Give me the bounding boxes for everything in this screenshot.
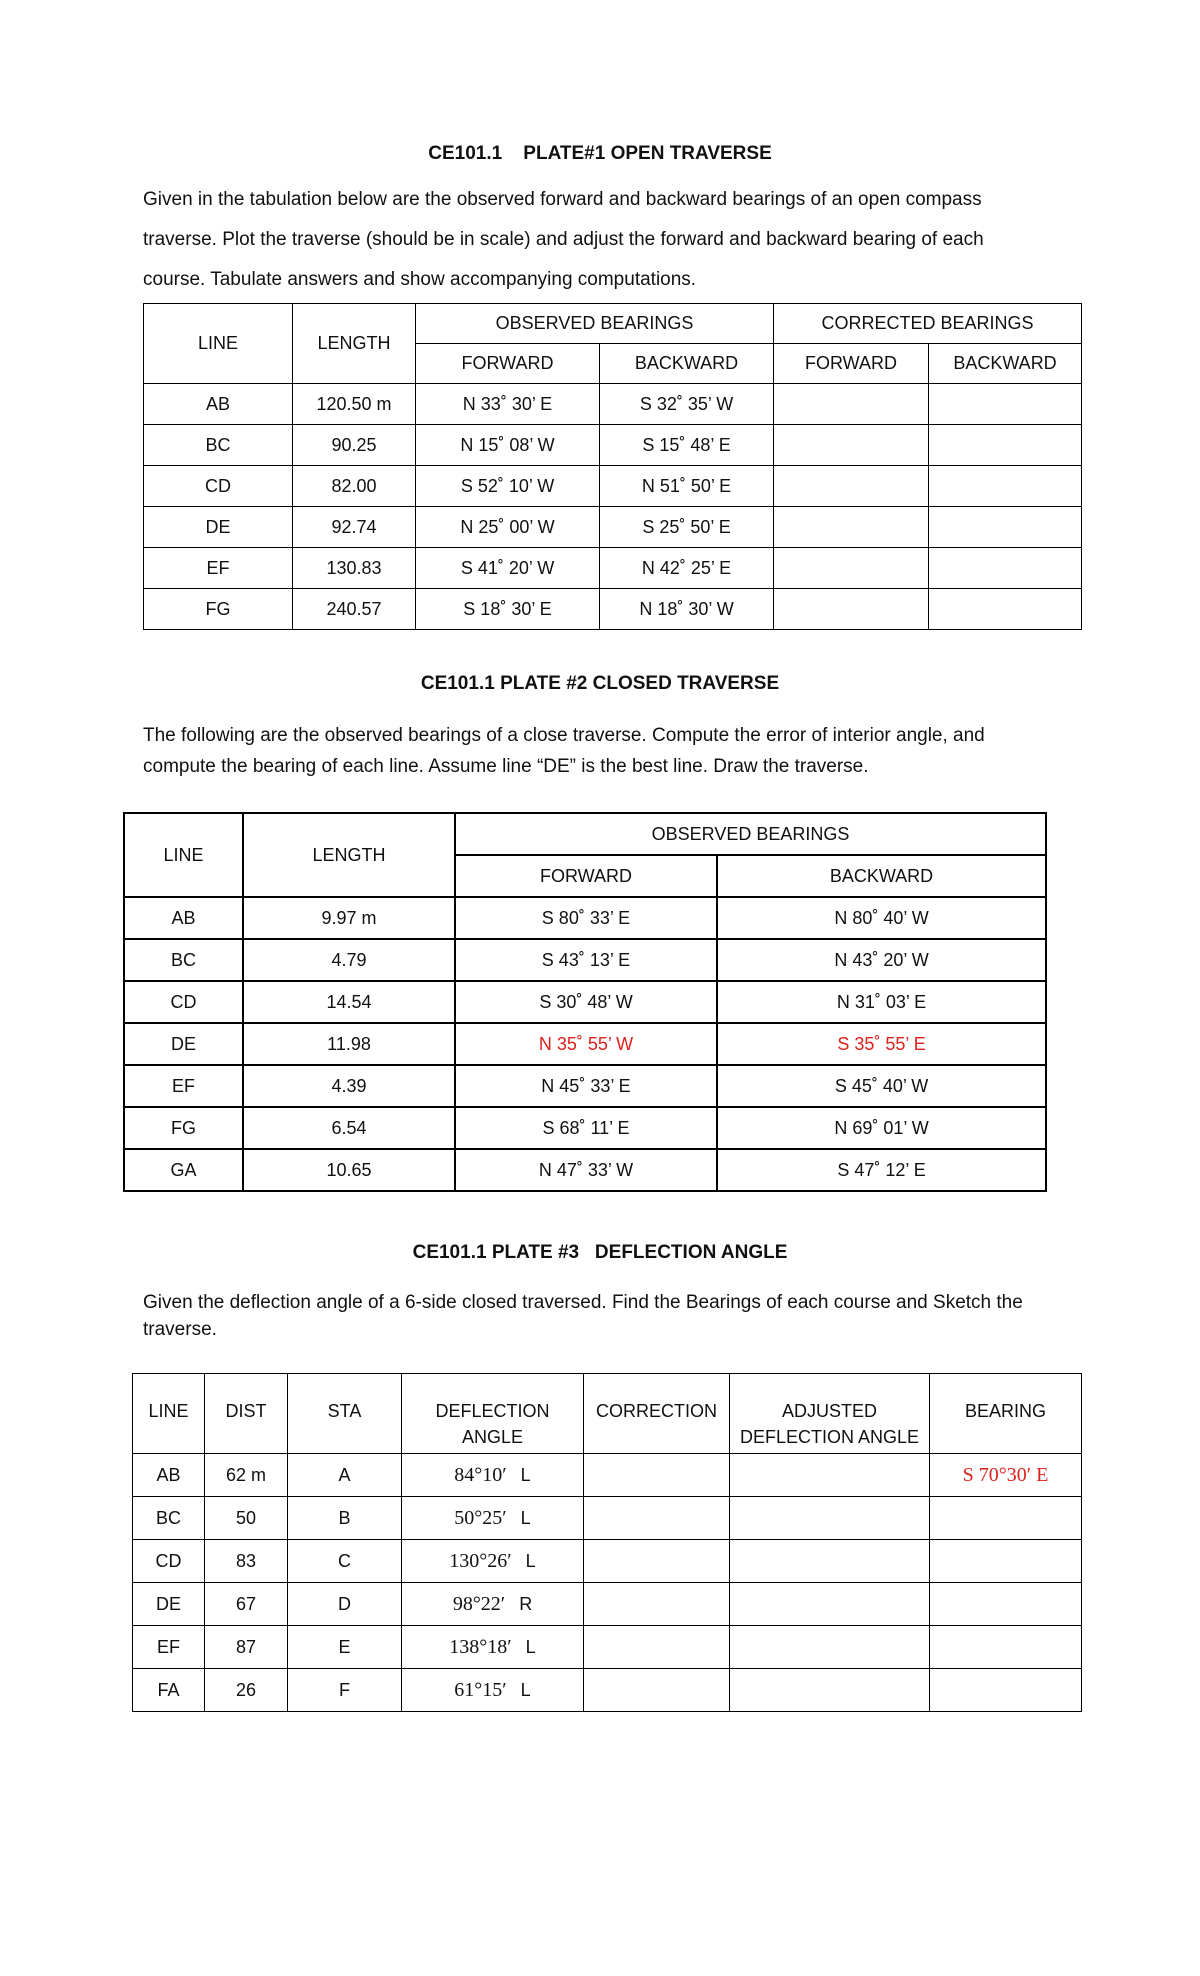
- header-line: LINE: [124, 813, 243, 897]
- header-bearing: BEARING: [930, 1374, 1082, 1454]
- backward-cell: N 31˚ 03’ E: [717, 981, 1046, 1023]
- deflection-cell: [402, 1454, 584, 1497]
- header-length: LENGTH: [293, 304, 416, 384]
- deflection-cell: [402, 1626, 584, 1669]
- table-row: [124, 897, 1046, 939]
- backward-cell: S 47˚ 12’ E: [717, 1149, 1046, 1191]
- backward-cell: S 25˚ 50’ E: [600, 507, 774, 548]
- dist-cell: 26: [205, 1669, 288, 1712]
- forward-cell-highlighted: N 35˚ 55’ W: [455, 1023, 717, 1065]
- length-cell: 240.57: [293, 589, 416, 630]
- adjusted-cell: [730, 1626, 930, 1669]
- corrected-forward-cell: [774, 425, 929, 466]
- deflection-cell: [402, 1540, 584, 1583]
- forward-cell: S 68˚ 11’ E: [455, 1107, 717, 1149]
- header-deflection-angle: [402, 1374, 584, 1454]
- deflection-cell: [402, 1497, 584, 1540]
- table-row: [133, 1669, 1082, 1712]
- table-row: [124, 1107, 1046, 1149]
- forward-cell: N 25˚ 00’ W: [416, 507, 600, 548]
- plate3-title: CE101.1 PLATE #3 DEFLECTION ANGLE: [412, 1242, 788, 1263]
- correction-cell: [584, 1583, 730, 1626]
- header-correction: CORRECTION: [584, 1374, 730, 1454]
- line-cell: DE: [144, 507, 293, 548]
- deflection-angle: 50°25′: [454, 1506, 507, 1529]
- line-cell: AB: [133, 1454, 205, 1497]
- table-row: [124, 1149, 1046, 1191]
- line-cell: FA: [133, 1669, 205, 1712]
- corrected-backward-cell: [929, 466, 1082, 507]
- dist-cell: 67: [205, 1583, 288, 1626]
- forward-cell: N 15˚ 08’ W: [416, 425, 600, 466]
- header-corrected-bearings: CORRECTED BEARINGS: [774, 304, 1082, 344]
- adjusted-cell: [730, 1669, 930, 1712]
- corrected-backward-cell: [929, 548, 1082, 589]
- table-row: [124, 939, 1046, 981]
- line-cell: AB: [124, 897, 243, 939]
- deflection-direction: L: [520, 1679, 531, 1700]
- header-dist: DIST: [205, 1374, 288, 1454]
- length-cell: 120.50 m: [293, 384, 416, 425]
- backward-cell: N 69˚ 01’ W: [717, 1107, 1046, 1149]
- forward-cell: S 80˚ 33’ E: [455, 897, 717, 939]
- backward-cell: S 15˚ 48’ E: [600, 425, 774, 466]
- corrected-forward-cell: [774, 589, 929, 630]
- table-row: [133, 1454, 1082, 1497]
- dist-cell: 62 m: [205, 1454, 288, 1497]
- header-observed-bearings: OBSERVED BEARINGS: [416, 304, 774, 344]
- header-backward: BACKWARD: [717, 855, 1046, 897]
- sta-cell: F: [288, 1669, 402, 1712]
- dist-cell: 83: [205, 1540, 288, 1583]
- plate2-table: [123, 812, 1047, 1192]
- bearing-cell: [930, 1540, 1082, 1583]
- table-row: [133, 1583, 1082, 1626]
- line-cell: DE: [124, 1023, 243, 1065]
- deflection-direction: R: [519, 1593, 533, 1614]
- table-row: [133, 1497, 1082, 1540]
- line-cell: EF: [124, 1065, 243, 1107]
- forward-cell: S 41˚ 20’ W: [416, 548, 600, 589]
- deflection-direction: L: [520, 1464, 531, 1485]
- deflection-direction: L: [520, 1507, 531, 1528]
- table-row: [133, 1540, 1082, 1583]
- sta-cell: B: [288, 1497, 402, 1540]
- header-adjusted-line-1: ADJUSTED: [781, 1401, 877, 1421]
- correction-cell: [584, 1454, 730, 1497]
- corrected-backward-cell: [929, 384, 1082, 425]
- dist-cell: 87: [205, 1626, 288, 1669]
- corrected-forward-cell: [774, 548, 929, 589]
- corrected-backward-cell: [929, 589, 1082, 630]
- sta-cell: A: [288, 1454, 402, 1497]
- plate2-instructions: [143, 720, 1073, 782]
- table-row: [144, 466, 1082, 507]
- line-cell: FG: [144, 589, 293, 630]
- deflection-angle: 138°18′: [449, 1635, 512, 1658]
- adjusted-cell: [730, 1540, 930, 1583]
- line-cell: BC: [124, 939, 243, 981]
- line-cell: GA: [124, 1149, 243, 1191]
- header-forward: FORWARD: [455, 855, 717, 897]
- line-cell: CD: [124, 981, 243, 1023]
- deflection-direction: L: [525, 1550, 536, 1571]
- correction-cell: [584, 1497, 730, 1540]
- bearing-cell: [930, 1497, 1082, 1540]
- forward-cell: S 43˚ 13’ E: [455, 939, 717, 981]
- plate1-line-1: Given in the tabulation below are the observed forward and backward bearings of an open compass: [143, 189, 982, 210]
- table-row-best-line: [124, 1023, 1046, 1065]
- length-cell: 9.97 m: [243, 897, 455, 939]
- header-backward: BACKWARD: [600, 344, 774, 384]
- forward-cell: S 52˚ 10’ W: [416, 466, 600, 507]
- plate3-instructions: [143, 1289, 1073, 1343]
- sta-cell: E: [288, 1626, 402, 1669]
- length-cell: 6.54: [243, 1107, 455, 1149]
- deflection-direction: L: [525, 1636, 536, 1657]
- header-deflection-line-1: DEFLECTION: [435, 1401, 550, 1421]
- length-cell: 11.98: [243, 1023, 455, 1065]
- forward-cell: S 30˚ 48’ W: [455, 981, 717, 1023]
- plate3-line-2: traverse.: [143, 1319, 217, 1340]
- table-row: [133, 1626, 1082, 1669]
- adjusted-cell: [730, 1583, 930, 1626]
- deflection-cell: [402, 1669, 584, 1712]
- length-cell: 4.39: [243, 1065, 455, 1107]
- bearing-cell-highlighted: S 70°30′ E: [930, 1454, 1082, 1497]
- deflection-angle: 98°22′: [452, 1592, 506, 1615]
- backward-cell-highlighted: S 35˚ 55’ E: [717, 1023, 1046, 1065]
- corrected-forward-cell: [774, 507, 929, 548]
- backward-cell: N 43˚ 20’ W: [717, 939, 1046, 981]
- length-cell: 14.54: [243, 981, 455, 1023]
- length-cell: 130.83: [293, 548, 416, 589]
- corrected-backward-cell: [929, 425, 1082, 466]
- deflection-angle: 61°15′: [454, 1678, 507, 1701]
- bearing-cell: [930, 1626, 1082, 1669]
- sta-cell: C: [288, 1540, 402, 1583]
- plate2-line-2: compute the bearing of each line. Assume line “DE” is the best line. Draw the traverse.: [143, 756, 869, 777]
- header-line: LINE: [144, 304, 293, 384]
- length-cell: 4.79: [243, 939, 455, 981]
- table-row: [144, 425, 1082, 466]
- length-cell: 82.00: [293, 466, 416, 507]
- deflection-angle: 84°10′: [454, 1463, 507, 1486]
- plate1-line-2: traverse. Plot the traverse (should be in scale) and adjust the forward and backward bearing of each: [143, 229, 984, 250]
- length-cell: 92.74: [293, 507, 416, 548]
- plate3-line-1: Given the deflection angle of a 6-side closed traversed. Find the Bearings of each course and Sketch the: [143, 1292, 1023, 1313]
- plate1-title: CE101.1 PLATE#1 OPEN TRAVERSE: [428, 143, 772, 164]
- table-row: [124, 1065, 1046, 1107]
- backward-cell: N 42˚ 25’ E: [600, 548, 774, 589]
- backward-cell: N 80˚ 40’ W: [717, 897, 1046, 939]
- table-row: [144, 384, 1082, 425]
- adjusted-cell: [730, 1454, 930, 1497]
- backward-cell: N 51˚ 50’ E: [600, 466, 774, 507]
- plate2-line-1: The following are the observed bearings of a close traverse. Compute the error of interior angle, and: [143, 725, 985, 746]
- bearing-cell: [930, 1669, 1082, 1712]
- forward-cell: N 47˚ 33’ W: [455, 1149, 717, 1191]
- corrected-forward-cell: [774, 466, 929, 507]
- sta-cell: D: [288, 1583, 402, 1626]
- bearing-cell: [930, 1583, 1082, 1626]
- table-row: [144, 548, 1082, 589]
- line-cell: CD: [133, 1540, 205, 1583]
- correction-cell: [584, 1540, 730, 1583]
- line-cell: FG: [124, 1107, 243, 1149]
- corrected-forward-cell: [774, 384, 929, 425]
- header-observed-bearings: OBSERVED BEARINGS: [455, 813, 1046, 855]
- length-cell: 90.25: [293, 425, 416, 466]
- forward-cell: N 33˚ 30’ E: [416, 384, 600, 425]
- line-cell: BC: [144, 425, 293, 466]
- header-corrected-backward: BACKWARD: [929, 344, 1082, 384]
- plate2-title: CE101.1 PLATE #2 CLOSED TRAVERSE: [420, 673, 780, 694]
- dist-cell: 50: [205, 1497, 288, 1540]
- plate1-table: [143, 303, 1082, 630]
- header-adjusted-deflection-angle: [730, 1374, 930, 1454]
- header-length: LENGTH: [243, 813, 455, 897]
- correction-cell: [584, 1626, 730, 1669]
- header-line: LINE: [133, 1374, 205, 1454]
- table-row: [144, 507, 1082, 548]
- line-cell: EF: [133, 1626, 205, 1669]
- length-cell: 10.65: [243, 1149, 455, 1191]
- table-row: [124, 981, 1046, 1023]
- line-cell: CD: [144, 466, 293, 507]
- header-forward: FORWARD: [416, 344, 600, 384]
- header-adjusted-line-2: DEFLECTION ANGLE: [739, 1427, 920, 1447]
- header-sta: STA: [288, 1374, 402, 1454]
- plate1-instructions: [143, 180, 1073, 300]
- backward-cell: N 18˚ 30’ W: [600, 589, 774, 630]
- correction-cell: [584, 1669, 730, 1712]
- backward-cell: S 45˚ 40’ W: [717, 1065, 1046, 1107]
- plate1-line-3: course. Tabulate answers and show accompanying computations.: [143, 269, 697, 290]
- deflection-angle: 130°26′: [449, 1549, 512, 1572]
- forward-cell: N 45˚ 33’ E: [455, 1065, 717, 1107]
- line-cell: DE: [133, 1583, 205, 1626]
- header-corrected-forward: FORWARD: [774, 344, 929, 384]
- line-cell: BC: [133, 1497, 205, 1540]
- line-cell: EF: [144, 548, 293, 589]
- header-deflection-line-2: ANGLE: [461, 1427, 524, 1447]
- backward-cell: S 32˚ 35’ W: [600, 384, 774, 425]
- deflection-cell: [402, 1583, 584, 1626]
- plate3-table: [132, 1373, 1082, 1712]
- line-cell: AB: [144, 384, 293, 425]
- adjusted-cell: [730, 1497, 930, 1540]
- table-row: [144, 589, 1082, 630]
- corrected-backward-cell: [929, 507, 1082, 548]
- forward-cell: S 18˚ 30’ E: [416, 589, 600, 630]
